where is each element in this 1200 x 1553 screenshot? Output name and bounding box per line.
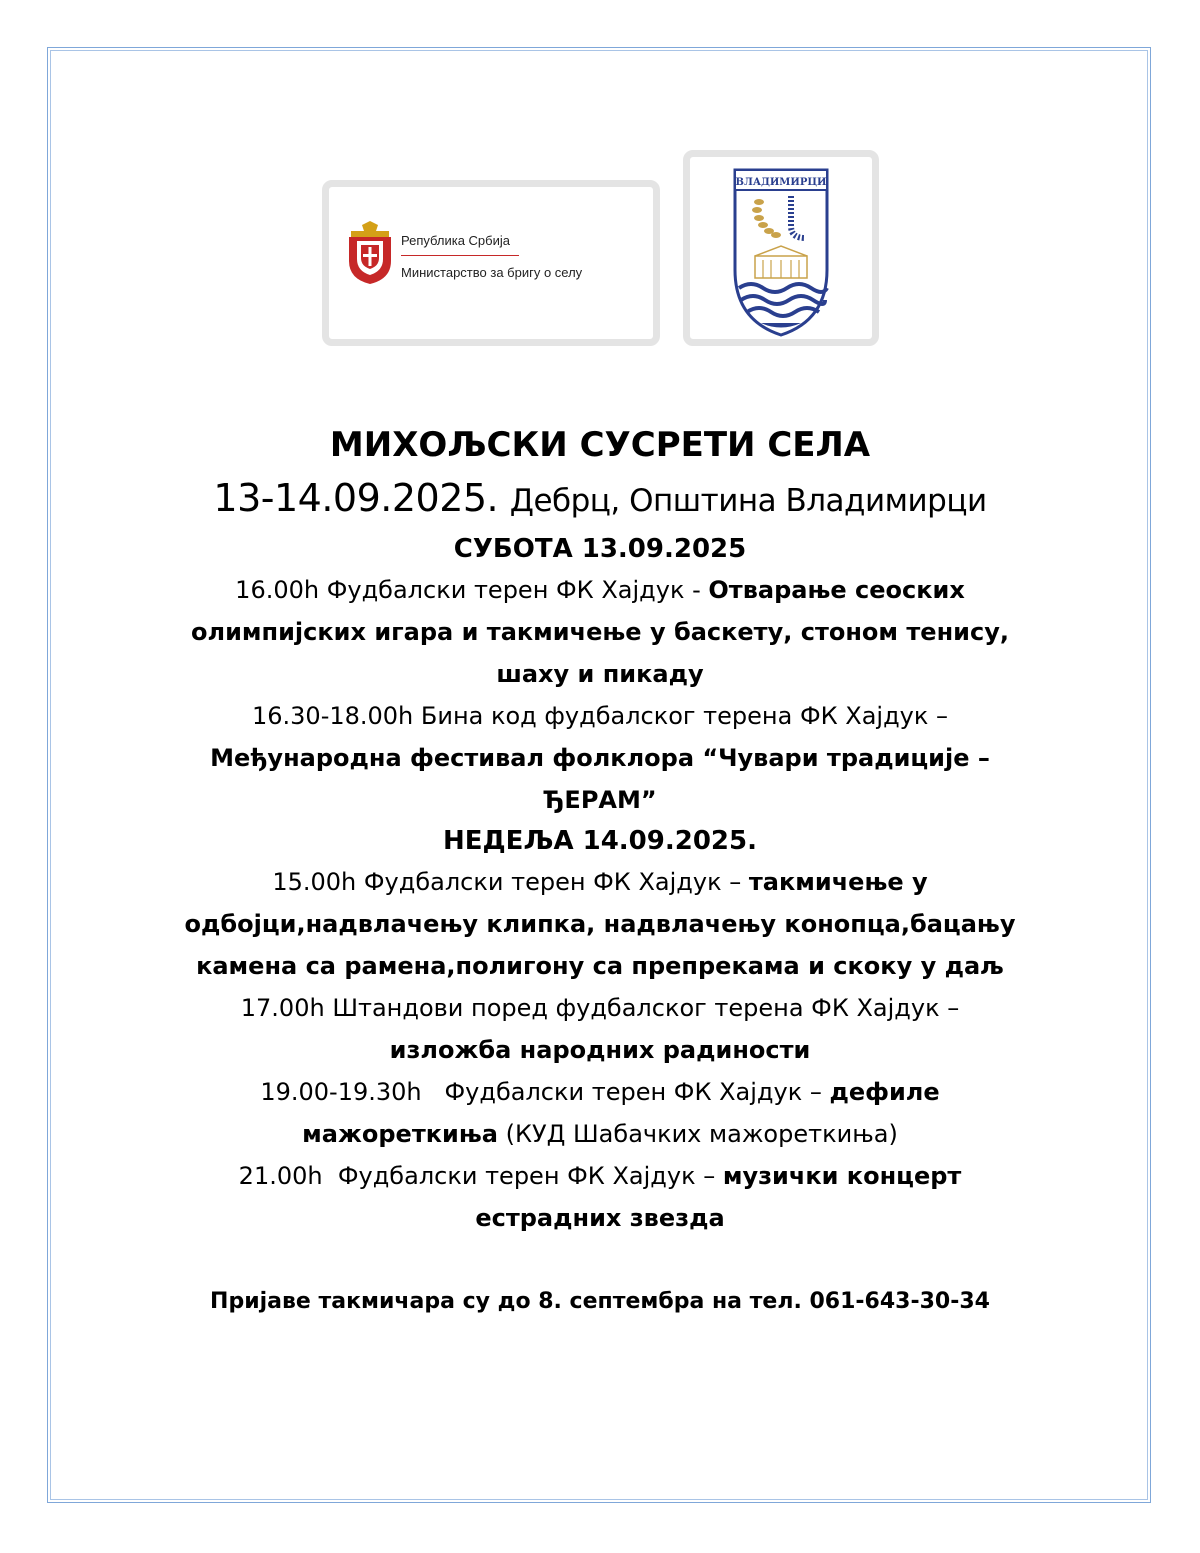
municipal-logo [683, 150, 879, 346]
saturday-item-2 [60, 695, 1140, 821]
item-time-place: 19.00-19.30h Фудбалски терен ФК Хајдук – [260, 1078, 822, 1106]
item-description: Међународна фестивал фолклора “Чувари традиције – [210, 744, 990, 772]
announcement [60, 420, 1140, 1314]
item-description: дефиле [829, 1078, 940, 1106]
item-time-place: 21.00h Фудбалски терен ФК Хајдук – [238, 1162, 716, 1190]
event-date-place [60, 470, 1140, 529]
item-extra: (КУД Шабачких мажореткиња) [505, 1120, 898, 1148]
item-time-place: 17.00h Штандови поред фудбалског терена ФК Хајдук – [240, 994, 960, 1022]
item-time-place: 15.00h Фудбалски терен ФК Хајдук – [272, 868, 742, 896]
item-description: одбојци,надвлачењу клипка, надвлачењу конопца,бацању [184, 910, 1016, 938]
sunday-heading: НЕДЕЉА 14.09.2025. [443, 826, 757, 856]
item-description: такмичење у [748, 868, 928, 896]
ministry-line-republic: Република Србија [401, 233, 519, 256]
municipal-name: ВЛАДИМИРЦИ [735, 177, 827, 188]
event-date: 13-14.09.2025. [213, 476, 499, 520]
item-description: камена са рамена,полигону са препрекама и скоку у даљ [196, 952, 1004, 980]
item-description: мажореткиња [302, 1120, 498, 1148]
item-description: ЂЕРАМ” [543, 786, 657, 814]
event-place: Дебрц, Општина Владимирци [509, 483, 987, 519]
ministry-logo [322, 180, 660, 346]
registration-note: Пријаве такмичара су до 8. септембра на тел. 061-643-30-34 [210, 1289, 990, 1314]
item-description: Отварање сеоских [708, 576, 965, 604]
sunday-item-3 [60, 1071, 1140, 1155]
item-description: изложба народних радиности [389, 1036, 811, 1064]
sunday-item-4 [60, 1155, 1140, 1239]
item-time-place: 16.30-18.00h Бина код фудбалског терена ФК Хајдук – [251, 702, 949, 730]
event-title: МИХОЉСКИ СУСРЕТИ СЕЛА [329, 425, 871, 465]
ministry-line-ministry: Министарство за бригу о селу [401, 265, 583, 280]
item-description: естрадних звезда [475, 1204, 725, 1232]
ministry-name [401, 233, 582, 280]
serbia-coat-of-arms-icon [347, 221, 393, 285]
vladimirci-coat-of-arms-icon [731, 160, 831, 338]
sunday-item-2 [60, 987, 1140, 1071]
item-description: музички концерт [722, 1162, 962, 1190]
item-description: шаху и пикаду [496, 660, 704, 688]
sunday-item-1 [60, 861, 1140, 987]
saturday-heading: СУБОТА 13.09.2025 [453, 534, 747, 564]
item-description: олимпијских игара и такмичење у баскету, стоном тенису, [191, 618, 1009, 646]
saturday-item-1 [60, 569, 1140, 695]
item-time-place: 16.00h Фудбалски терен ФК Хајдук - [235, 576, 701, 604]
